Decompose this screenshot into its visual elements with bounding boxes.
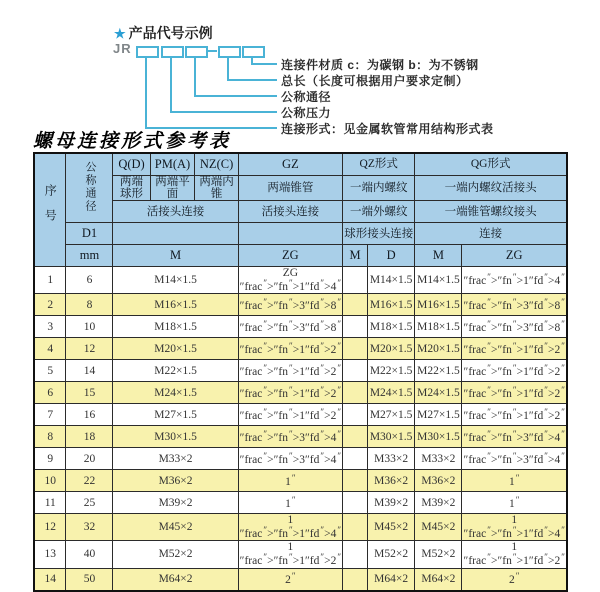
table-cell: ″frac″>″fn″>3″fd″>8″ xyxy=(238,316,342,338)
code-box-1 xyxy=(136,46,159,58)
table-cell: 10 xyxy=(66,316,113,338)
table-cell: M30×1.5 xyxy=(113,426,238,448)
connector-line xyxy=(227,79,277,81)
table-cell xyxy=(343,426,368,448)
header-unit-zg1: ZG xyxy=(238,245,342,267)
table-cell: M64×2 xyxy=(415,568,462,591)
table-cell: ″frac″>″fn″>3″fd″>4″ xyxy=(238,448,342,470)
code-box-4 xyxy=(218,46,241,58)
table-cell: M36×2 xyxy=(415,470,462,492)
table-cell: M14×1.5 xyxy=(113,267,238,294)
table-row xyxy=(34,267,567,294)
table-cell xyxy=(343,492,368,514)
table-cell xyxy=(343,294,368,316)
diagram-label-length: 总长（长度可根据用户要求定制） xyxy=(281,74,469,88)
table-cell: 1 ″frac″>″fn″>1″fd″>4″ xyxy=(462,514,567,541)
diagram-heading-text: 产品代号示例 xyxy=(128,25,213,41)
table-cell: M45×2 xyxy=(367,514,414,541)
table-cell: 6 xyxy=(66,267,113,294)
header-desc-gz: 两端锥管 xyxy=(238,176,342,201)
header-row-1 xyxy=(34,153,567,176)
table-cell: ″frac″>″fn″>1″fd″>2″ xyxy=(238,338,342,360)
header-empty-1 xyxy=(113,223,238,245)
connector-line xyxy=(194,56,196,96)
table-cell xyxy=(343,382,368,404)
table-cell: M45×2 xyxy=(113,514,238,541)
code-box-5 xyxy=(242,46,265,58)
table-cell: 6 xyxy=(34,382,66,404)
table-cell: 2″ xyxy=(462,568,567,591)
header-group-qz: QZ形式 xyxy=(343,153,415,176)
table-cell: M22×1.5 xyxy=(113,360,238,382)
header-group-qg: QG形式 xyxy=(415,153,567,176)
header-connect: 连接 xyxy=(415,223,567,245)
table-cell: M20×1.5 xyxy=(367,338,414,360)
table-cell: M16×1.5 xyxy=(113,294,238,316)
table-cell: 14 xyxy=(66,360,113,382)
diagram-label-material: 连接件材质 c：为碳钢 b：为不锈钢 xyxy=(281,58,479,72)
header-seq-text: 序号 xyxy=(43,183,58,234)
connector-line xyxy=(194,95,277,97)
connector-line xyxy=(145,56,147,128)
table-cell: 12 xyxy=(34,514,66,541)
header-desc-qz: 一端内螺纹 xyxy=(343,176,415,201)
table-cell: 20 xyxy=(66,448,113,470)
table-cell: ″frac″>″fn″>1″fd″>2″ xyxy=(238,360,342,382)
header-row-3 xyxy=(34,201,567,223)
table-cell: 18 xyxy=(66,426,113,448)
table-cell: M30×1.5 xyxy=(415,426,462,448)
table-cell: M22×1.5 xyxy=(415,360,462,382)
table-cell: 5 xyxy=(34,360,66,382)
table-cell: 1″ xyxy=(462,470,567,492)
table-cell: 14 xyxy=(34,568,66,591)
table-cell: M39×2 xyxy=(415,492,462,514)
header-group-gz: GZ xyxy=(238,153,342,176)
table-cell: ″frac″>″fn″>3″fd″>4″ xyxy=(238,426,342,448)
table-cell: M39×2 xyxy=(367,492,414,514)
table-row xyxy=(34,470,567,492)
header-dn-text: 公称通径 xyxy=(83,160,96,213)
table-cell: M64×2 xyxy=(367,568,414,591)
header-conn-union: 活接头连接 xyxy=(113,201,238,223)
table-cell: ″frac″>″fn″>1″fd″>2″ xyxy=(462,404,567,426)
table-row xyxy=(34,338,567,360)
table-cell xyxy=(343,568,368,591)
table-cell: 1 ″frac″>″fn″>1″fd″>4″ xyxy=(239,514,342,541)
table-cell: 50 xyxy=(66,568,113,591)
table-cell: 1″ xyxy=(238,492,342,514)
table-row xyxy=(34,448,567,470)
table-cell: 9 xyxy=(34,448,66,470)
table-cell: M18×1.5 xyxy=(113,316,238,338)
table-cell xyxy=(343,338,368,360)
table-cell: M52×2 xyxy=(113,541,238,568)
table-cell: M24×1.5 xyxy=(415,382,462,404)
table-cell: M33×2 xyxy=(113,448,238,470)
diagram-label-pressure: 公称压力 xyxy=(281,106,332,120)
table-cell: M36×2 xyxy=(367,470,414,492)
table-cell: ″frac″>″fn″>1″fd″>2″ xyxy=(238,404,342,426)
table-cell: M52×2 xyxy=(367,541,414,568)
header-unit-m2: M xyxy=(343,245,368,267)
header-desc-qg: 一端内螺纹活接头 xyxy=(415,176,567,201)
table-cell: M27×1.5 xyxy=(415,404,462,426)
table-cell xyxy=(343,448,368,470)
table-cell: 1″ xyxy=(238,470,342,492)
table-cell: M33×2 xyxy=(367,448,414,470)
table-cell: M52×2 xyxy=(415,541,462,568)
table-cell: M64×2 xyxy=(113,568,238,591)
header-desc-pma: 两端平面 xyxy=(150,176,195,201)
header-row-4 xyxy=(34,223,567,245)
table-cell: 10 xyxy=(34,470,66,492)
table-cell: 32 xyxy=(66,514,113,541)
table-row xyxy=(34,360,567,382)
table-cell: ″frac″>″fn″>1″fd″>4″ xyxy=(462,267,567,294)
header-row-5 xyxy=(34,245,567,267)
table-cell: M14×1.5 xyxy=(415,267,462,294)
table-cell: 16 xyxy=(66,404,113,426)
table-cell: M45×2 xyxy=(415,514,462,541)
header-desc-qd: 两端球形 xyxy=(113,176,150,201)
connector-line xyxy=(227,56,229,80)
table-row xyxy=(34,382,567,404)
table-cell: 12 xyxy=(66,338,113,360)
table-row xyxy=(34,426,567,448)
table-cell: 3 xyxy=(34,316,66,338)
table-cell: M30×1.5 xyxy=(367,426,414,448)
table-body xyxy=(34,267,567,591)
header-conn-gz: 活接头连接 xyxy=(238,201,342,223)
header-dn xyxy=(66,153,113,223)
header-row-2 xyxy=(34,176,567,201)
connector-line xyxy=(170,111,277,113)
table-cell: ″frac″>″fn″>3″fd″>8″ xyxy=(462,316,567,338)
table-row xyxy=(34,404,567,426)
table-cell: 25 xyxy=(66,492,113,514)
diagram-heading xyxy=(114,23,213,43)
table-cell: 1 ″frac″>″fn″>1″fd″>2″ xyxy=(462,541,567,568)
table-cell xyxy=(343,316,368,338)
table-cell: 11 xyxy=(34,492,66,514)
table-cell: 1 ″frac″>″fn″>1″fd″>2″ xyxy=(239,541,342,568)
table-cell xyxy=(343,360,368,382)
table-row xyxy=(34,294,567,316)
code-box-2 xyxy=(161,46,184,58)
table-cell: 15 xyxy=(66,382,113,404)
table-cell xyxy=(343,267,368,294)
table-cell: 22 xyxy=(66,470,113,492)
table-cell: M18×1.5 xyxy=(367,316,414,338)
table-cell: M27×1.5 xyxy=(367,404,414,426)
table-cell: M27×1.5 xyxy=(113,404,238,426)
diagram-label-diameter: 公称通径 xyxy=(281,90,332,104)
table-cell: ″frac″>″fn″>3″fd″>4″ xyxy=(462,448,567,470)
table-cell: ″frac″>″fn″>3″fd″>8″ xyxy=(238,294,342,316)
header-group-nzc: NZ(C) xyxy=(195,153,238,176)
table-cell xyxy=(343,470,368,492)
table-cell: M39×2 xyxy=(113,492,238,514)
table-cell: 7 xyxy=(34,404,66,426)
connector-line xyxy=(251,63,277,65)
table-cell: ZG ″frac″>″fn″>1″fd″>4″ xyxy=(239,267,342,294)
header-unit-zg2: ZG xyxy=(462,245,567,267)
table-cell: M16×1.5 xyxy=(367,294,414,316)
table-cell xyxy=(343,541,368,568)
product-code-prefix: JR xyxy=(113,41,132,56)
header-seq xyxy=(34,153,66,267)
header-ball-joint: 球形接头连接 xyxy=(343,223,415,245)
table-cell: M24×1.5 xyxy=(367,382,414,404)
table-cell: 8 xyxy=(34,426,66,448)
table-cell: ″frac″>″fn″>1″fd″>2″ xyxy=(462,382,567,404)
table-cell: ″frac″>″fn″>3″fd″>4″ xyxy=(462,426,567,448)
table-cell: M22×1.5 xyxy=(367,360,414,382)
table-cell: 13 xyxy=(34,541,66,568)
connector-line xyxy=(170,56,172,112)
header-unit-m3: M xyxy=(415,245,462,267)
table-row xyxy=(34,492,567,514)
table-cell: M20×1.5 xyxy=(415,338,462,360)
header-unit-m1: M xyxy=(113,245,238,267)
header-conn-qz: 一端外螺纹 xyxy=(343,201,415,223)
table-cell: ″frac″>″fn″>1″fd″>2″ xyxy=(462,360,567,382)
table-cell: 40 xyxy=(66,541,113,568)
header-desc-nzc: 两端内锥 xyxy=(195,176,238,201)
header-empty-2 xyxy=(238,223,342,245)
header-conn-qg: 一端锥管螺纹接头 xyxy=(415,201,567,223)
table-cell: ″frac″>″fn″>1″fd″>2″ xyxy=(462,338,567,360)
table-cell: 1 xyxy=(34,267,66,294)
table-title: 螺母连接形式参考表 xyxy=(33,130,232,152)
table-cell: ″frac″>″fn″>3″fd″>8″ xyxy=(462,294,567,316)
table-cell: M16×1.5 xyxy=(415,294,462,316)
table-row xyxy=(34,316,567,338)
diagram-label-connection: 连接形式：见金属软管常用结构形式表 xyxy=(281,122,494,136)
table-row xyxy=(34,568,567,591)
table-cell: M20×1.5 xyxy=(113,338,238,360)
table-row xyxy=(34,541,567,568)
header-mm: mm xyxy=(66,245,113,267)
table-cell: 1″ xyxy=(462,492,567,514)
table-cell: M33×2 xyxy=(415,448,462,470)
header-group-pma: PM(A) xyxy=(150,153,195,176)
table-cell: M14×1.5 xyxy=(367,267,414,294)
table-cell: 4 xyxy=(34,338,66,360)
table-cell: M36×2 xyxy=(113,470,238,492)
header-d1: D1 xyxy=(66,223,113,245)
table-cell: 2 xyxy=(34,294,66,316)
code-dash xyxy=(208,50,217,52)
table-cell: ″frac″>″fn″>1″fd″>2″ xyxy=(238,382,342,404)
header-group-qd: Q(D) xyxy=(113,153,150,176)
nut-connection-reference-table xyxy=(33,152,568,592)
table-cell xyxy=(343,514,368,541)
code-box-3 xyxy=(185,46,208,58)
header-unit-d: D xyxy=(367,245,414,267)
table-cell: 2″ xyxy=(238,568,342,591)
table-cell: M24×1.5 xyxy=(113,382,238,404)
table-cell: 8 xyxy=(66,294,113,316)
table-cell xyxy=(343,404,368,426)
table-cell: M18×1.5 xyxy=(415,316,462,338)
table-row xyxy=(34,514,567,541)
star-icon: ★ xyxy=(114,26,126,41)
